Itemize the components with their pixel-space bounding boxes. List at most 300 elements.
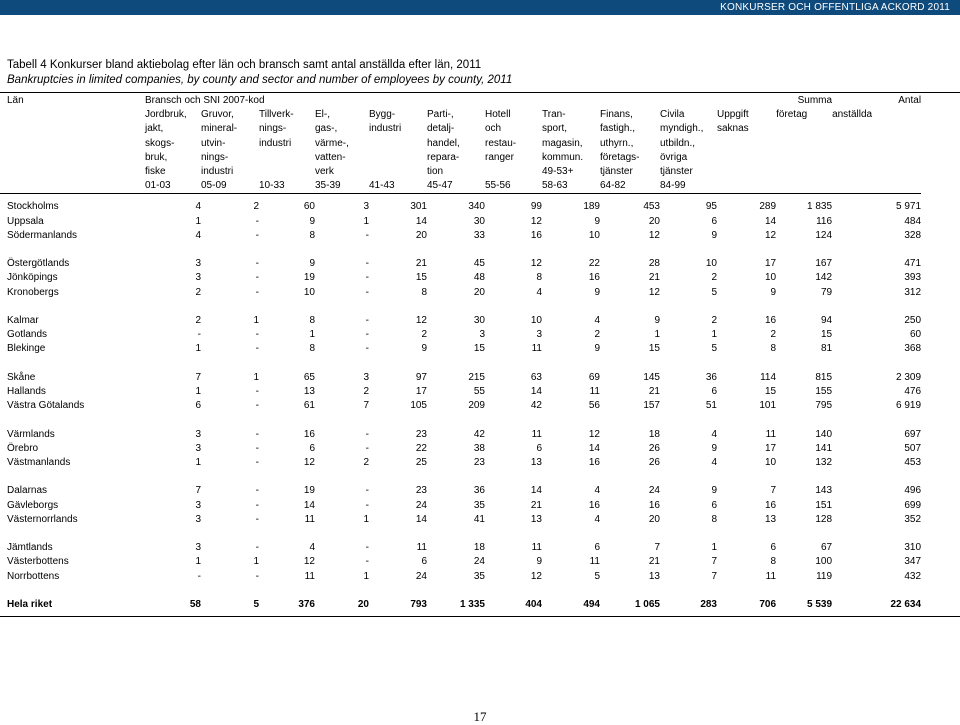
table-cell: 14: [764, 215, 777, 227]
table-cell: 35: [473, 499, 485, 511]
table-cell: 23: [473, 457, 485, 469]
table-cell: 2: [195, 315, 201, 327]
table-cell: 310: [904, 542, 922, 554]
table-cell: 14: [415, 215, 427, 227]
table-cell: 1 335: [459, 599, 485, 610]
county-name: Blekinge: [7, 343, 46, 355]
table-cell: 13: [648, 570, 660, 582]
table-cell: 3: [195, 542, 201, 554]
table-cell: 8: [536, 272, 542, 284]
table-cell: 496: [904, 485, 922, 497]
table-cell: 21: [648, 386, 660, 398]
table-cell: 432: [904, 570, 922, 582]
table-cell: 9: [594, 286, 600, 298]
bottom-rule: [0, 616, 960, 617]
table-cell: 5 539: [807, 599, 833, 610]
column-header: [776, 151, 832, 165]
table-cell: 23: [415, 428, 427, 440]
table-cell: 8: [421, 286, 427, 298]
table-cell: -: [365, 499, 369, 511]
table-row: [0, 541, 921, 555]
table-cell: -: [255, 442, 259, 454]
table-cell: 142: [815, 272, 833, 284]
table-cell: 55: [473, 386, 485, 398]
table-cell: 1: [363, 513, 369, 525]
header-spacer: [0, 179, 145, 194]
table-cell: 61: [303, 400, 315, 412]
column-header: utvin-: [201, 137, 226, 149]
county-name: Kronobergs: [7, 286, 59, 298]
table-cell: 328: [904, 229, 922, 241]
table-cell: 95: [705, 201, 717, 213]
table-titles: [7, 58, 512, 88]
table-cell: 17: [764, 258, 777, 270]
table-cell: 13: [530, 513, 542, 525]
table-cell: 6 919: [896, 400, 922, 412]
county-name: Hallands: [7, 386, 46, 398]
column-header: vatten-: [315, 151, 346, 163]
table-row: [0, 570, 921, 584]
table-cell: 140: [815, 428, 833, 440]
table-cell: 143: [815, 485, 833, 497]
table-cell: 13: [764, 513, 777, 525]
column-header: [717, 179, 776, 194]
table-cell: 20: [473, 286, 485, 298]
table-cell: 1: [195, 343, 201, 355]
table-cell: 507: [904, 442, 922, 454]
table-cell: -: [365, 329, 369, 341]
table-cell: -: [255, 400, 259, 412]
table-cell: 10: [764, 457, 777, 469]
table-cell: 7: [654, 542, 660, 554]
table-cell: 58: [189, 599, 201, 610]
column-header: [717, 151, 776, 165]
table-cell: -: [365, 542, 369, 554]
column-header: [369, 165, 427, 179]
column-header: 58-63: [542, 180, 568, 192]
table-cell: 16: [764, 315, 777, 327]
column-header: [832, 179, 921, 194]
table-cell: 21: [415, 258, 427, 270]
table-cell: 3: [536, 329, 542, 341]
column-header: 55-56: [485, 180, 511, 192]
column-header: jakt,: [145, 123, 164, 135]
column-header: [369, 151, 427, 165]
table-cell: 2: [253, 201, 259, 213]
table-cell: 14: [588, 442, 600, 454]
table-cell: 128: [815, 513, 833, 525]
group-gap: [0, 527, 921, 541]
table-cell: 124: [815, 229, 833, 241]
table-cell: 11: [304, 513, 315, 525]
column-header: mineral-: [201, 123, 238, 135]
group-gap: [0, 470, 921, 484]
column-header: [717, 165, 776, 179]
table-cell: 3: [195, 272, 201, 284]
column-header: Hotell: [485, 109, 511, 121]
table-cell: 3: [195, 428, 201, 440]
table-cell: 16: [530, 229, 542, 241]
table-cell: 157: [643, 400, 660, 412]
table-cell: 11: [589, 386, 600, 398]
table-cell: 250: [904, 315, 922, 327]
table-cell: 340: [468, 201, 485, 213]
table-cell: 22 634: [890, 599, 922, 610]
table-cell: 9: [594, 215, 600, 227]
table-cell: 79: [820, 286, 833, 298]
bransch-header: Bransch och SNI 2007-kod: [145, 95, 265, 106]
column-header: tion: [427, 166, 444, 178]
table-cell: 11: [589, 556, 600, 568]
column-header: [776, 122, 832, 136]
column-header: 49-53+: [542, 166, 574, 178]
column-header: tjänster: [600, 166, 633, 178]
table-cell: 12: [648, 286, 660, 298]
group-gap: [0, 584, 921, 598]
table-cell: 9: [421, 343, 427, 355]
table-cell: 2: [195, 286, 201, 298]
table-cell: 1: [711, 329, 717, 341]
table-cell: 30: [473, 315, 485, 327]
column-header: [776, 179, 832, 194]
table-cell: -: [255, 386, 259, 398]
table-cell: 2: [421, 329, 427, 341]
table-cell: 16: [303, 428, 315, 440]
header-spacer: [0, 165, 145, 179]
table-cell: 21: [648, 272, 660, 284]
table-cell: 283: [700, 599, 717, 610]
table-row: [0, 200, 921, 214]
column-header: [485, 165, 542, 179]
column-header: 41-43: [369, 180, 395, 192]
table-cell: 24: [473, 556, 485, 568]
table-row: [0, 484, 921, 498]
table-cell: 21: [530, 499, 542, 511]
table-cell: 36: [473, 485, 485, 497]
column-header: detalj-: [427, 123, 455, 135]
table-cell: 11: [765, 570, 777, 582]
table-cell: 38: [473, 442, 485, 454]
table-cell: 42: [473, 428, 485, 440]
table-cell: 7: [195, 485, 201, 497]
total-row: [0, 598, 921, 612]
table-cell: 65: [303, 371, 315, 383]
column-header: 64-82: [600, 180, 626, 192]
table-cell: 69: [588, 371, 600, 383]
table-row: [0, 229, 921, 243]
county-name: Jämtlands: [7, 542, 53, 554]
table-cell: 1: [253, 371, 259, 383]
table-cell: 6: [421, 556, 427, 568]
table-cell: 22: [588, 258, 600, 270]
table-cell: 4: [594, 315, 600, 327]
table-cell: 1: [654, 329, 660, 341]
table-cell: 15: [648, 343, 660, 355]
table-cell: 815: [815, 371, 833, 383]
column-header: restau-: [485, 137, 517, 149]
column-header: [717, 137, 776, 151]
table-cell: 1: [309, 329, 315, 341]
header-row: [0, 137, 921, 151]
table-cell: 7: [770, 485, 777, 497]
table-cell: 1: [363, 215, 369, 227]
table-cell: 1 065: [634, 599, 660, 610]
table-cell: 6: [195, 400, 201, 412]
table-cell: 11: [531, 542, 542, 554]
group-gap: [0, 243, 921, 257]
table-cell: 9: [654, 315, 660, 327]
table-cell: 5: [711, 286, 717, 298]
column-header: industri: [259, 137, 292, 149]
table-cell: 376: [298, 599, 315, 610]
column-header: 84-99: [660, 180, 686, 192]
group-gap: [0, 357, 921, 371]
table-cell: 1: [195, 556, 201, 568]
table-cell: 15: [764, 386, 777, 398]
table-cell: 12: [764, 229, 777, 241]
table-cell: 4: [711, 457, 717, 469]
table-cell: 105: [410, 400, 427, 412]
column-header: El-,: [315, 109, 330, 121]
column-header: Jordbruk,: [145, 109, 187, 121]
table-cell: 145: [643, 371, 660, 383]
table-cell: -: [365, 258, 369, 270]
table-cell: 4: [536, 286, 542, 298]
table-cell: 7: [195, 371, 201, 383]
table-cell: 1: [711, 542, 717, 554]
column-header: Bygg-: [369, 109, 396, 121]
county-name: Skåne: [7, 371, 36, 383]
table-cell: 12: [303, 457, 315, 469]
table-cell: 16: [588, 272, 600, 284]
table-cell: 24: [415, 570, 427, 582]
table-cell: 33: [473, 229, 485, 241]
table-cell: 6: [309, 442, 315, 454]
table-cell: 97: [415, 371, 427, 383]
header-bar: [0, 0, 960, 15]
table-cell: 453: [904, 457, 922, 469]
county-name: Gotlands: [7, 329, 48, 341]
table-cell: 2: [363, 386, 369, 398]
county-name: Uppsala: [7, 215, 44, 227]
table-cell: 301: [410, 201, 427, 213]
table-cell: 4: [594, 485, 600, 497]
table-cell: 3: [195, 499, 201, 511]
table-cell: 16: [588, 499, 600, 511]
table-cell: -: [255, 215, 259, 227]
table-cell: 6: [711, 499, 717, 511]
table-cell: 16: [764, 499, 777, 511]
table-cell: 17: [415, 386, 427, 398]
table-cell: 14: [303, 499, 315, 511]
column-header: utbildn.,: [660, 137, 696, 149]
table-cell: 706: [759, 599, 777, 610]
table-cell: 3: [363, 371, 369, 383]
table-row: [0, 257, 921, 271]
table-cell: 4: [711, 428, 717, 440]
county-name: Västra Götalands: [7, 400, 85, 412]
column-header: skogs-: [145, 137, 175, 149]
table-cell: -: [365, 315, 369, 327]
table-cell: 793: [410, 599, 427, 610]
table-cell: 3: [363, 201, 369, 213]
table-cell: 471: [904, 258, 922, 270]
table-cell: -: [365, 229, 369, 241]
table-cell: 10: [705, 258, 717, 270]
table-cell: 167: [815, 258, 833, 270]
table-cell: 21: [648, 556, 660, 568]
summa-header: Summa: [797, 95, 833, 106]
table-cell: -: [255, 229, 259, 241]
county-name: Kalmar: [7, 315, 39, 327]
table-cell: 697: [904, 428, 922, 440]
column-header: 05-09: [201, 180, 227, 192]
table-cell: 6: [536, 442, 542, 454]
table-cell: 3: [479, 329, 485, 341]
table-cell: 26: [648, 442, 660, 454]
table-cell: 11: [765, 428, 777, 440]
table-row: [0, 442, 921, 456]
table-cell: -: [197, 329, 201, 341]
table-cell: 5: [711, 343, 717, 355]
table-cell: 8: [309, 343, 315, 355]
table-row: [0, 428, 921, 442]
table-cell: 13: [303, 386, 315, 398]
table-cell: 9: [711, 485, 717, 497]
table-cell: 2: [770, 329, 777, 341]
table-cell: 10: [764, 272, 777, 284]
table-cell: 1: [195, 386, 201, 398]
table-cell: 12: [648, 229, 660, 241]
table-cell: 15: [415, 272, 427, 284]
table-cell: 24: [415, 499, 427, 511]
table-cell: 3: [195, 442, 201, 454]
table-cell: -: [255, 457, 259, 469]
table-cell: 1: [363, 570, 369, 582]
column-header: handel,: [427, 137, 460, 149]
table-row: [0, 555, 921, 569]
column-header: [832, 122, 921, 136]
table-cell: 16: [648, 499, 660, 511]
table-cell: 56: [588, 400, 600, 412]
table-cell: 14: [415, 513, 427, 525]
table-cell: 494: [583, 599, 600, 610]
table-cell: 60: [303, 201, 315, 213]
table-cell: 10: [588, 229, 600, 241]
header-row: [0, 108, 921, 122]
header-row: [0, 122, 921, 136]
table-cell: 45: [473, 258, 485, 270]
column-header: Civila: [660, 109, 685, 121]
table-cell: 24: [648, 485, 660, 497]
table-cell: 368: [904, 343, 922, 355]
table-cell: 12: [530, 570, 542, 582]
table-cell: 3: [195, 513, 201, 525]
table-cell: 2 309: [896, 371, 922, 383]
table-cell: 352: [904, 513, 922, 525]
table-cell: -: [255, 329, 259, 341]
column-header: 45-47: [427, 180, 453, 192]
table-cell: 132: [815, 457, 833, 469]
table-cell: 1: [253, 556, 259, 568]
county-name: Norrbottens: [7, 570, 60, 582]
table-cell: 2: [594, 329, 600, 341]
column-header: kommun.: [542, 151, 584, 163]
table-cell: 18: [473, 542, 485, 554]
table-cell: 20: [648, 513, 660, 525]
column-header: nings-: [259, 123, 287, 135]
table-cell: 9: [711, 442, 717, 454]
table-cell: 4: [309, 542, 315, 554]
table-cell: 51: [705, 400, 717, 412]
county-name: Hela riket: [7, 599, 53, 610]
table-cell: 36: [705, 371, 717, 383]
table-cell: 11: [304, 570, 315, 582]
table-cell: -: [365, 442, 369, 454]
column-header: bruk,: [145, 151, 168, 163]
table-cell: 312: [904, 286, 922, 298]
column-header: gas-,: [315, 123, 338, 135]
table-cell: -: [365, 485, 369, 497]
table-cell: -: [255, 258, 259, 270]
table-cell: -: [255, 428, 259, 440]
table-cell: 18: [648, 428, 660, 440]
table-cell: 5 971: [896, 201, 922, 213]
table-cell: -: [197, 570, 201, 582]
table-cell: 119: [816, 570, 833, 582]
table-cell: 453: [643, 201, 660, 213]
column-header: Tillverk-: [259, 109, 294, 121]
column-header: 10-33: [259, 180, 285, 192]
column-header: värme-,: [315, 137, 349, 149]
table-cell: 4: [195, 201, 201, 213]
column-header: 01-03: [145, 180, 171, 192]
column-header: nings-: [201, 151, 229, 163]
data-table: [0, 94, 921, 612]
table-cell: 9: [770, 286, 777, 298]
column-header: ranger: [485, 151, 514, 163]
group-gap: [0, 300, 921, 314]
table-cell: 289: [759, 201, 777, 213]
table-cell: 2: [711, 272, 717, 284]
county-name: Gävleborgs: [7, 499, 59, 511]
table-row: [0, 513, 921, 527]
table-cell: 9: [536, 556, 542, 568]
column-header: tjänster: [660, 166, 693, 178]
lan-header: Län: [7, 95, 24, 106]
table-cell: 9: [594, 343, 600, 355]
table-cell: 25: [415, 457, 427, 469]
header-spacer: [0, 151, 145, 165]
table-cell: 2: [711, 315, 717, 327]
table-cell: 16: [588, 457, 600, 469]
table-row: [0, 499, 921, 513]
table-cell: 8: [309, 315, 315, 327]
table-cell: 13: [530, 457, 542, 469]
table-row: [0, 456, 921, 470]
table-row: [0, 371, 921, 385]
table-row: [0, 342, 921, 356]
header-spacer: [0, 137, 145, 151]
column-header: industri: [369, 123, 402, 135]
table-cell: 28: [648, 258, 660, 270]
table-cell: 9: [309, 258, 315, 270]
table-cell: -: [365, 286, 369, 298]
table-cell: 20: [357, 599, 369, 610]
column-header: repara-: [427, 151, 460, 163]
table-cell: 404: [525, 599, 542, 610]
table-cell: 100: [815, 556, 833, 568]
